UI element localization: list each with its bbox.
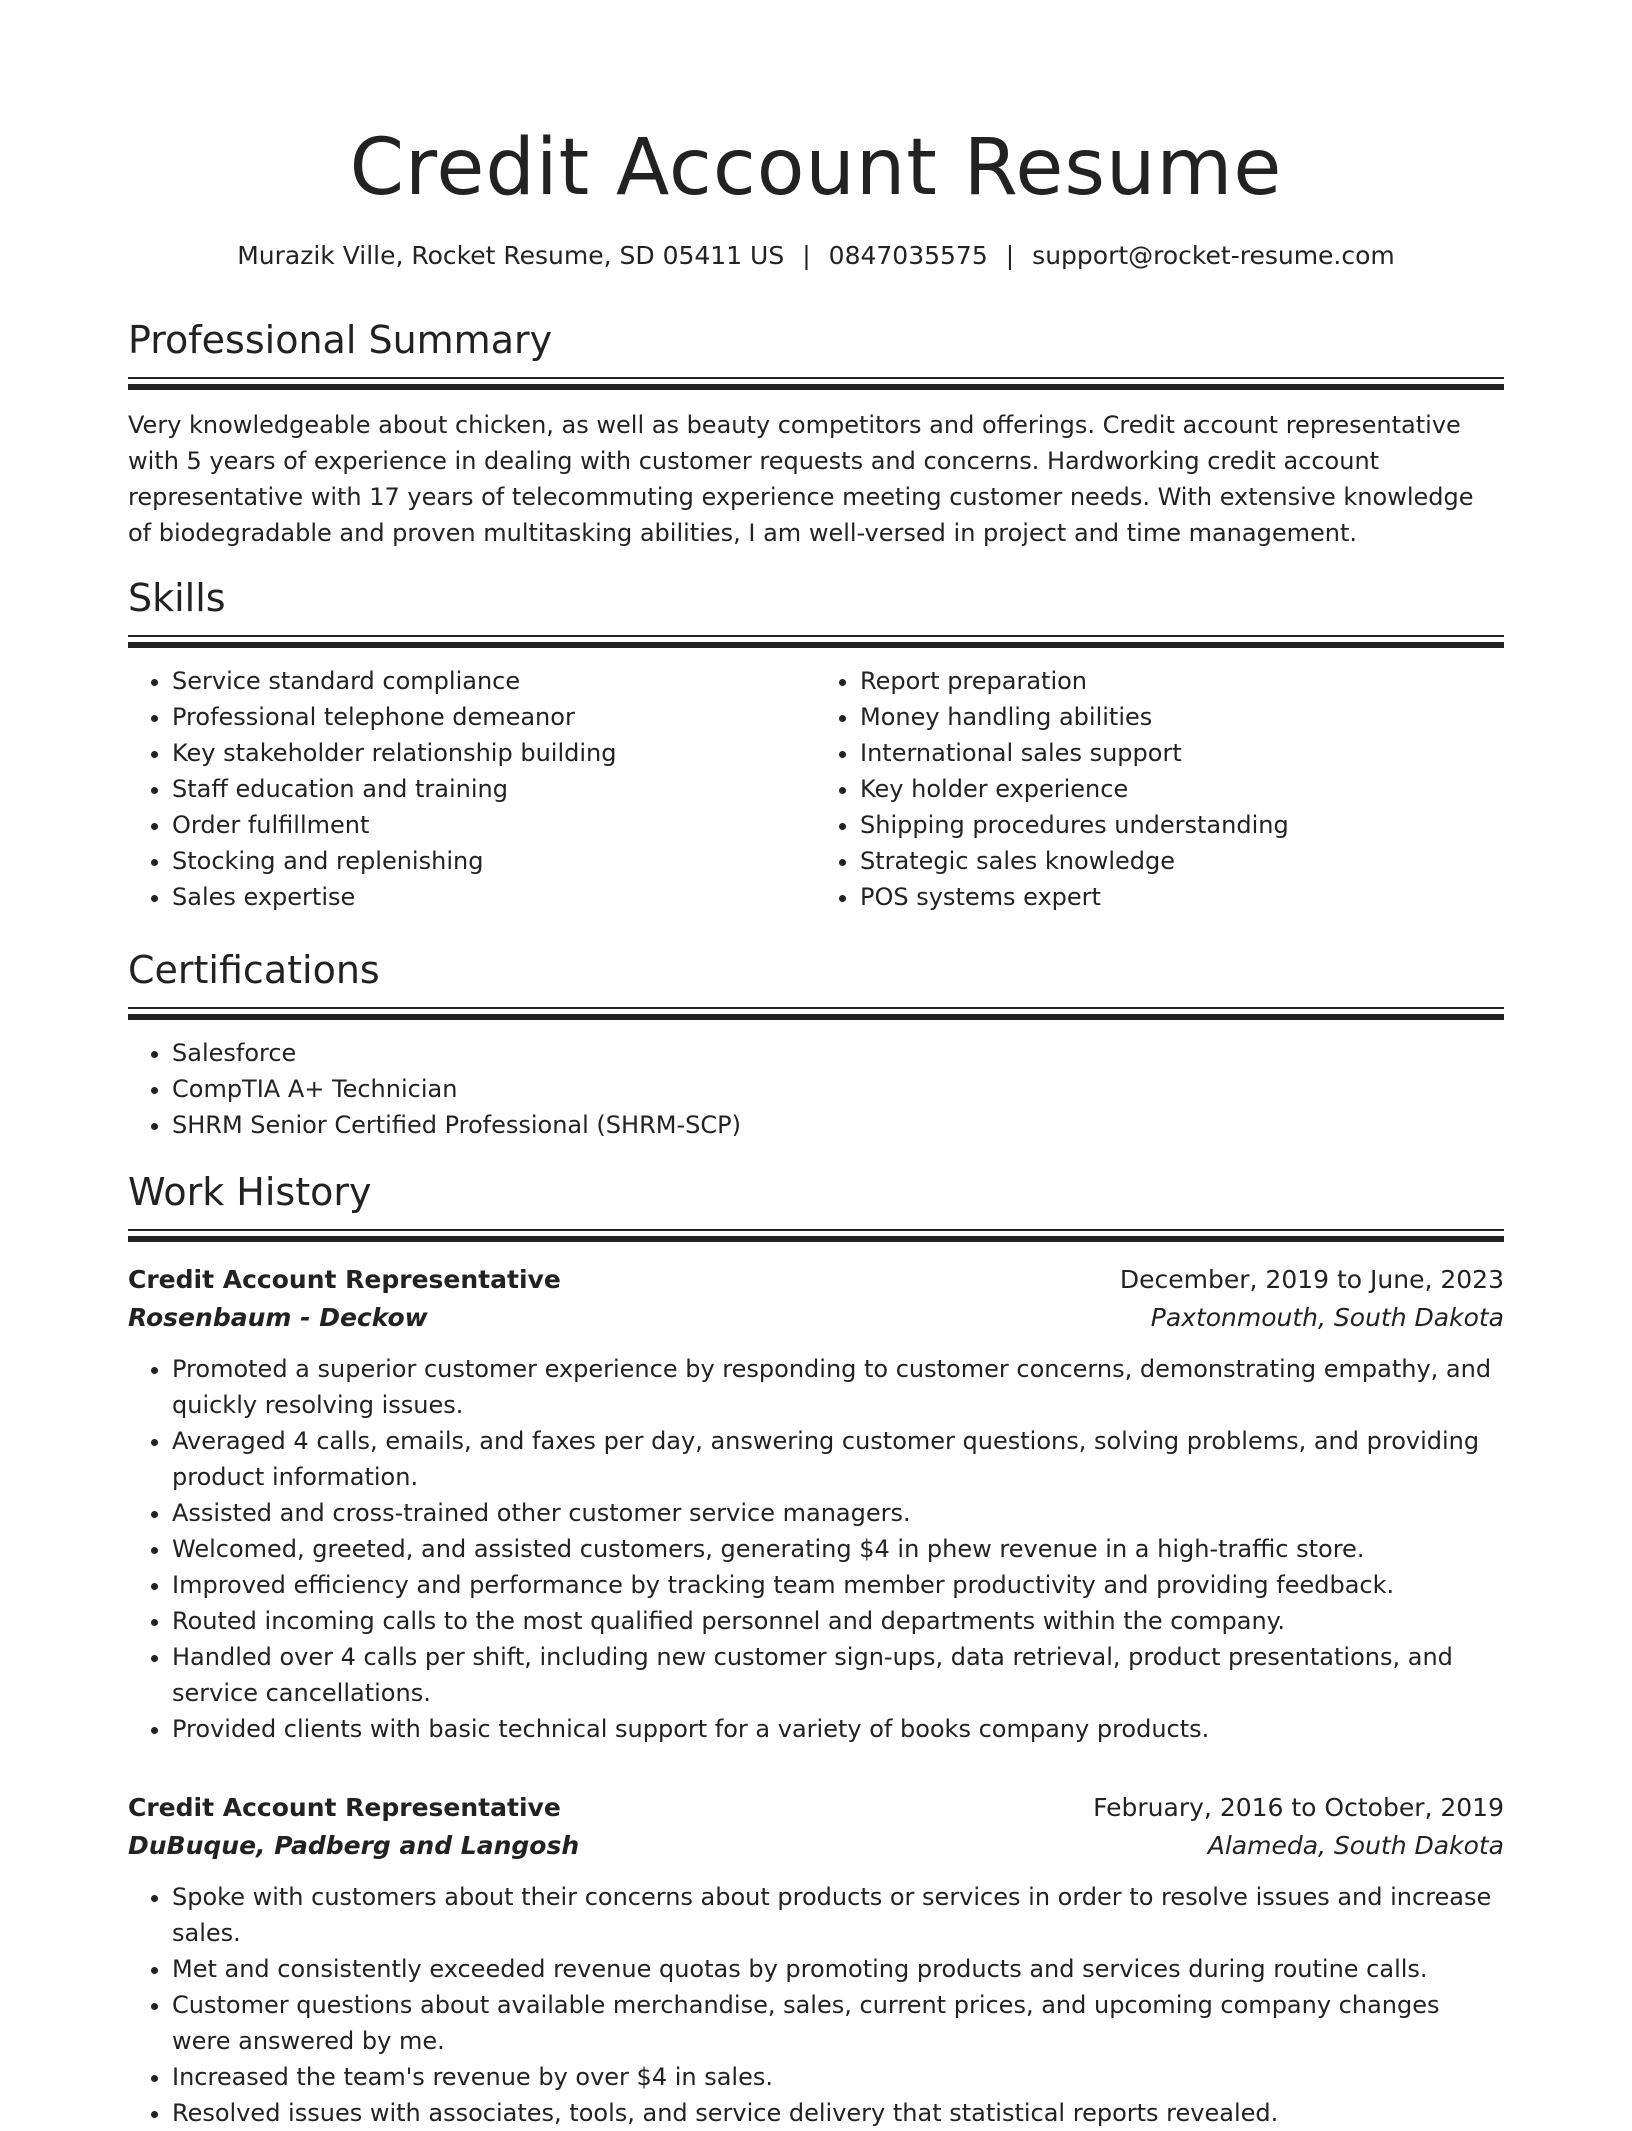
job-bullet: • Resolved issues with associates, tools, and service delivery that statistical reports revealed. <box>172 2095 1504 2131</box>
job-subheader-row <box>128 1299 1504 1337</box>
job-bullets <box>128 1879 1504 2131</box>
job-title: Credit Account Representative <box>128 1265 561 1294</box>
skill-item: • Strategic sales knowledge <box>860 843 1504 879</box>
job-bullet: • Spoke with customers about their concerns about products or services in order to resolve issues and increase sales. <box>172 1879 1504 1951</box>
skill-item: • Order fulfillment <box>172 807 816 843</box>
contact-phone: 0847035575 <box>828 241 988 270</box>
certification-item: • SHRM Senior Certified Professional (SHRM-SCP) <box>172 1107 1504 1143</box>
skill-item: • Money handling abilities <box>860 699 1504 735</box>
job-header-row <box>128 1789 1504 1827</box>
job-bullet: • Improved efficiency and performance by tracking team member productivity and providing feedback. <box>172 1567 1504 1603</box>
job-bullet: • Averaged 4 calls, emails, and faxes per day, answering customer questions, solving problems, and providing product information. <box>172 1423 1504 1495</box>
job-bullet: • Welcomed, greeted, and assisted customers, generating $4 in phew revenue in a high-traffic store. <box>172 1531 1504 1567</box>
job-bullet: • Assisted and cross-trained other customer service managers. <box>172 1495 1504 1531</box>
job-bullet: • Increased the team's revenue by over $4 in sales. <box>172 2059 1504 2095</box>
section-heading: Professional Summary <box>128 318 553 362</box>
skill-item: • Key stakeholder relationship building <box>172 735 816 771</box>
job-header-row <box>128 1261 1504 1299</box>
skill-item: • Key holder experience <box>860 771 1504 807</box>
skill-item: • Professional telephone demeanor <box>172 699 816 735</box>
certification-item: • CompTIA A+ Technician <box>172 1071 1504 1107</box>
job-bullet: • Promoted a superior customer experience by responding to customer concerns, demonstrating empathy, and quickly resolving issues. <box>172 1351 1504 1423</box>
skills-list-right <box>816 663 1504 915</box>
skill-item: • International sales support <box>860 735 1504 771</box>
job-title: Credit Account Representative <box>128 1793 561 1822</box>
section-heading: Certifications <box>128 948 380 992</box>
certification-item: • Salesforce <box>172 1035 1504 1071</box>
job-subheader-row <box>128 1827 1504 1865</box>
contact-address: Murazik Ville, Rocket Resume, SD 05411 US <box>237 241 785 270</box>
section-skills <box>128 573 1504 915</box>
section-divider <box>128 635 1504 649</box>
section-divider <box>128 377 1504 391</box>
section-heading: Work History <box>128 1170 372 1214</box>
contact-email: support@rocket-resume.com <box>1032 241 1395 270</box>
section-divider <box>128 1229 1504 1243</box>
certifications-list <box>128 1035 1504 1143</box>
skills-columns <box>128 663 1504 915</box>
job-entry <box>128 1789 1504 2131</box>
skill-item: • Shipping procedures understanding <box>860 807 1504 843</box>
job-location: Paxtonmouth, South Dakota <box>1150 1303 1504 1332</box>
job-bullet: • Handled over 4 calls per shift, including new customer sign-ups, data retrieval, product presentations, and service cancellations. <box>172 1639 1504 1711</box>
skill-item: • Report preparation <box>860 663 1504 699</box>
job-company: Rosenbaum - Deckow <box>128 1303 428 1332</box>
skill-item: • Stocking and replenishing <box>172 843 816 879</box>
skill-item: • POS systems expert <box>860 879 1504 915</box>
section-work-history <box>128 1167 1504 2131</box>
job-location: Alameda, South Dakota <box>1207 1831 1504 1860</box>
contact-separator: | <box>1005 241 1015 270</box>
skill-item: • Service standard compliance <box>172 663 816 699</box>
section-divider <box>128 1007 1504 1021</box>
section-certifications <box>128 945 1504 1143</box>
skills-list-left <box>128 663 816 915</box>
job-company: DuBuque, Padberg and Langosh <box>128 1831 580 1860</box>
job-bullet: • Provided clients with basic technical support for a variety of books company products. <box>172 1711 1504 1747</box>
section-professional-summary <box>128 315 1504 551</box>
job-dates: February, 2016 to October, 2019 <box>1093 1793 1504 1822</box>
contact-line <box>128 238 1504 274</box>
resume-title: Credit Account Resume <box>349 123 1283 213</box>
summary-text: Very knowledgeable about chicken, as well as beauty competitors and offerings. Credit account representative with 5 years of experience in dealing with customer requests and concerns. Hardworking credit account representative with 17 years of telecommuting experience meeting customer needs. With extensive knowledge of biodegradable and proven multitasking abilities, I am well-versed in project and time management. <box>128 411 1474 547</box>
job-bullet: • Customer questions about available merchandise, sales, current prices, and upcoming company changes were answered by me. <box>172 1987 1504 2059</box>
contact-separator: | <box>802 241 811 270</box>
job-dates: December, 2019 to June, 2023 <box>1119 1265 1504 1294</box>
job-bullet: • Met and consistently exceeded revenue quotas by promoting products and services during routine calls. <box>172 1951 1504 1987</box>
job-bullet: • Routed incoming calls to the most qualified personnel and departments within the company. <box>172 1603 1504 1639</box>
job-entry <box>128 1261 1504 1747</box>
section-heading: Skills <box>128 576 226 620</box>
skill-item: • Sales expertise <box>172 879 816 915</box>
job-bullets <box>128 1351 1504 1747</box>
skill-item: • Staff education and training <box>172 771 816 807</box>
